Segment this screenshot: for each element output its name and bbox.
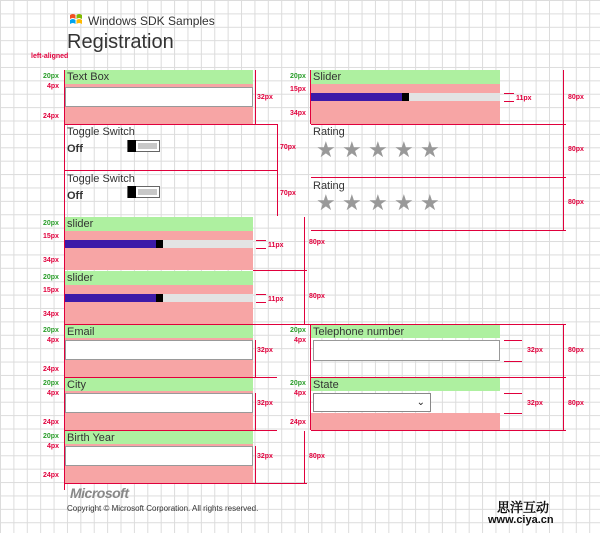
toggle2-track <box>138 189 157 195</box>
measure-20: 20px <box>43 433 59 440</box>
state-label: State <box>313 379 339 391</box>
slider1-label: slider <box>67 218 94 230</box>
email-label: Email <box>67 326 95 338</box>
measure-34: 34px <box>43 311 59 318</box>
page-title: Registration <box>67 31 174 53</box>
telephone-field[interactable] <box>313 340 500 361</box>
textbox-input[interactable] <box>65 87 253 107</box>
slider2-track[interactable] <box>65 294 253 302</box>
section-divider <box>311 430 566 431</box>
textbox-label: Text Box <box>67 71 110 83</box>
city-field[interactable] <box>65 393 253 413</box>
slider-right-label-band <box>311 70 500 84</box>
measure-34: 34px <box>290 110 306 117</box>
measure-80: 80px <box>568 400 584 407</box>
measure-line <box>277 170 278 216</box>
measure-line <box>277 124 278 170</box>
birthyear-label-band <box>65 431 253 444</box>
measure-24: 24px <box>43 472 59 479</box>
watermark-url: www.ciya.cn <box>488 514 554 526</box>
measure-32: 32px <box>527 400 543 407</box>
measure-line <box>563 378 564 430</box>
measure-80: 80px <box>568 146 584 153</box>
measure-line <box>504 413 522 414</box>
measure-70: 70px <box>280 190 296 197</box>
measure-32: 32px <box>257 453 273 460</box>
measure-32: 32px <box>257 94 273 101</box>
slider1-label-band <box>65 217 253 231</box>
star-icon[interactable]: ★ <box>394 137 414 162</box>
section-divider <box>65 170 277 171</box>
slider1-track[interactable] <box>65 240 253 248</box>
left-aligned-note: left-aligned <box>31 53 69 60</box>
slider-right-top-band <box>311 84 500 93</box>
chevron-down-icon: ⌄ <box>416 397 425 408</box>
slider-right-track[interactable] <box>311 93 500 101</box>
rating1-label: Rating <box>313 126 345 138</box>
measure-line <box>504 393 522 394</box>
toggle2-label: Toggle Switch <box>67 173 135 185</box>
measure-15: 15px <box>290 86 306 93</box>
toggle1-knob <box>128 140 136 152</box>
measure-11: 11px <box>268 296 284 303</box>
slider1-fill <box>65 240 157 248</box>
measure-20: 20px <box>43 73 59 80</box>
star-icon[interactable]: ★ <box>420 190 440 215</box>
measure-20: 20px <box>43 274 59 281</box>
section-divider <box>65 124 277 125</box>
rating1-stars[interactable] <box>316 139 446 163</box>
star-icon[interactable]: ★ <box>316 137 336 162</box>
measure-20: 20px <box>43 327 59 334</box>
measure-line <box>563 177 564 230</box>
measure-4: 4px <box>294 390 307 397</box>
city-bottom-band <box>65 413 253 430</box>
telephone-label: Telephone number <box>313 326 405 338</box>
measure-line <box>563 70 564 124</box>
copyright-text: Copyright © Microsoft Corporation. All rights reserved. <box>67 504 259 513</box>
measure-24: 24px <box>43 419 59 426</box>
measure-line <box>504 340 522 341</box>
measure-line <box>504 93 514 94</box>
measure-line <box>255 446 256 483</box>
section-divider <box>311 177 566 178</box>
measure-4: 4px <box>47 390 60 397</box>
star-icon[interactable]: ★ <box>420 137 440 162</box>
measure-32: 32px <box>257 400 273 407</box>
slider1-top-band <box>65 231 253 240</box>
measure-32: 32px <box>527 347 543 354</box>
measure-24: 24px <box>43 366 59 373</box>
microsoft-logo: Microsoft <box>70 485 129 501</box>
slider2-label: slider <box>67 272 94 284</box>
toggle2-switch[interactable] <box>127 186 160 198</box>
measure-80: 80px <box>309 453 325 460</box>
measure-line <box>256 240 266 241</box>
measure-20: 20px <box>43 380 59 387</box>
measure-line <box>256 294 266 295</box>
measure-15: 15px <box>43 233 59 240</box>
city-label-band <box>65 378 253 391</box>
measure-15: 15px <box>43 287 59 294</box>
measure-80: 80px <box>309 239 325 246</box>
birthyear-label: Birth Year <box>67 432 115 444</box>
toggle1-label: Toggle Switch <box>67 126 135 138</box>
toggle1-track <box>138 143 157 149</box>
measure-11: 11px <box>516 95 532 102</box>
measure-4: 4px <box>47 337 60 344</box>
watermark-text: 思洋互动 <box>497 500 550 515</box>
star-icon[interactable]: ★ <box>342 190 362 215</box>
slider-right-fill <box>311 93 403 101</box>
slider1-thumb[interactable] <box>156 240 163 248</box>
app-title: Windows SDK Samples <box>88 14 215 28</box>
windows-flag-icon <box>69 12 83 24</box>
slider-right-thumb[interactable] <box>402 93 409 101</box>
section-divider <box>253 270 307 271</box>
textbox-bottom-band <box>65 107 253 124</box>
birthyear-field[interactable] <box>65 446 253 466</box>
slider1-bottom-band <box>65 248 253 270</box>
measure-line <box>563 325 564 377</box>
birthyear-bottom-band <box>65 466 253 483</box>
measure-20: 20px <box>290 380 306 387</box>
measure-80: 80px <box>568 199 584 206</box>
slider2-label-band <box>65 271 253 285</box>
measure-line <box>256 302 266 303</box>
star-icon[interactable]: ★ <box>316 190 336 215</box>
measure-80: 80px <box>309 293 325 300</box>
star-icon[interactable]: ★ <box>394 190 414 215</box>
measure-line <box>504 101 514 102</box>
measure-11: 11px <box>268 242 284 249</box>
section-divider <box>311 124 566 125</box>
textbox-label-band <box>65 70 253 84</box>
slider2-top-band <box>65 285 253 294</box>
email-bottom-band <box>65 360 253 377</box>
slider2-thumb[interactable] <box>156 294 163 302</box>
section-divider <box>65 483 307 484</box>
email-field[interactable] <box>65 340 253 360</box>
slider2-bottom-band <box>65 302 253 324</box>
star-icon[interactable]: ★ <box>342 137 362 162</box>
toggle2-state: Off <box>67 190 83 202</box>
measure-line <box>255 393 256 430</box>
slider-right-label: Slider <box>313 71 342 83</box>
measure-line <box>304 271 305 324</box>
measure-24: 24px <box>290 419 306 426</box>
measure-70: 70px <box>280 144 296 151</box>
toggle1-switch[interactable] <box>127 140 160 152</box>
toggle1-state: Off <box>67 143 83 155</box>
measure-20: 20px <box>290 73 306 80</box>
measure-line <box>304 217 305 270</box>
measure-line <box>563 124 564 177</box>
state-label-band <box>311 378 500 391</box>
measure-line <box>255 340 256 377</box>
measure-4: 4px <box>294 337 307 344</box>
telephone-label-band <box>311 325 500 338</box>
measure-32: 32px <box>257 347 273 354</box>
section-divider <box>311 230 566 231</box>
measure-34: 34px <box>43 257 59 264</box>
slider-right-bottom-band <box>311 101 500 124</box>
measure-4: 4px <box>47 83 60 90</box>
star-icon[interactable]: ★ <box>368 190 388 215</box>
city-label: City <box>67 379 86 391</box>
measure-80: 80px <box>568 94 584 101</box>
state-dropdown[interactable] <box>313 393 431 412</box>
measure-line <box>256 248 266 249</box>
measure-4: 4px <box>47 443 60 450</box>
rating2-label: Rating <box>313 180 345 192</box>
star-icon[interactable]: ★ <box>368 137 388 162</box>
measure-line <box>304 431 305 483</box>
toggle2-knob <box>128 186 136 198</box>
measure-80: 80px <box>568 347 584 354</box>
measure-20: 20px <box>43 220 59 227</box>
rating2-stars[interactable] <box>316 192 446 216</box>
measure-line <box>255 70 256 124</box>
measure-24: 24px <box>43 113 59 120</box>
state-bottom-band <box>311 413 500 430</box>
measure-line <box>504 361 522 362</box>
slider2-fill <box>65 294 157 302</box>
email-label-band <box>65 325 253 338</box>
measure-20: 20px <box>290 327 306 334</box>
